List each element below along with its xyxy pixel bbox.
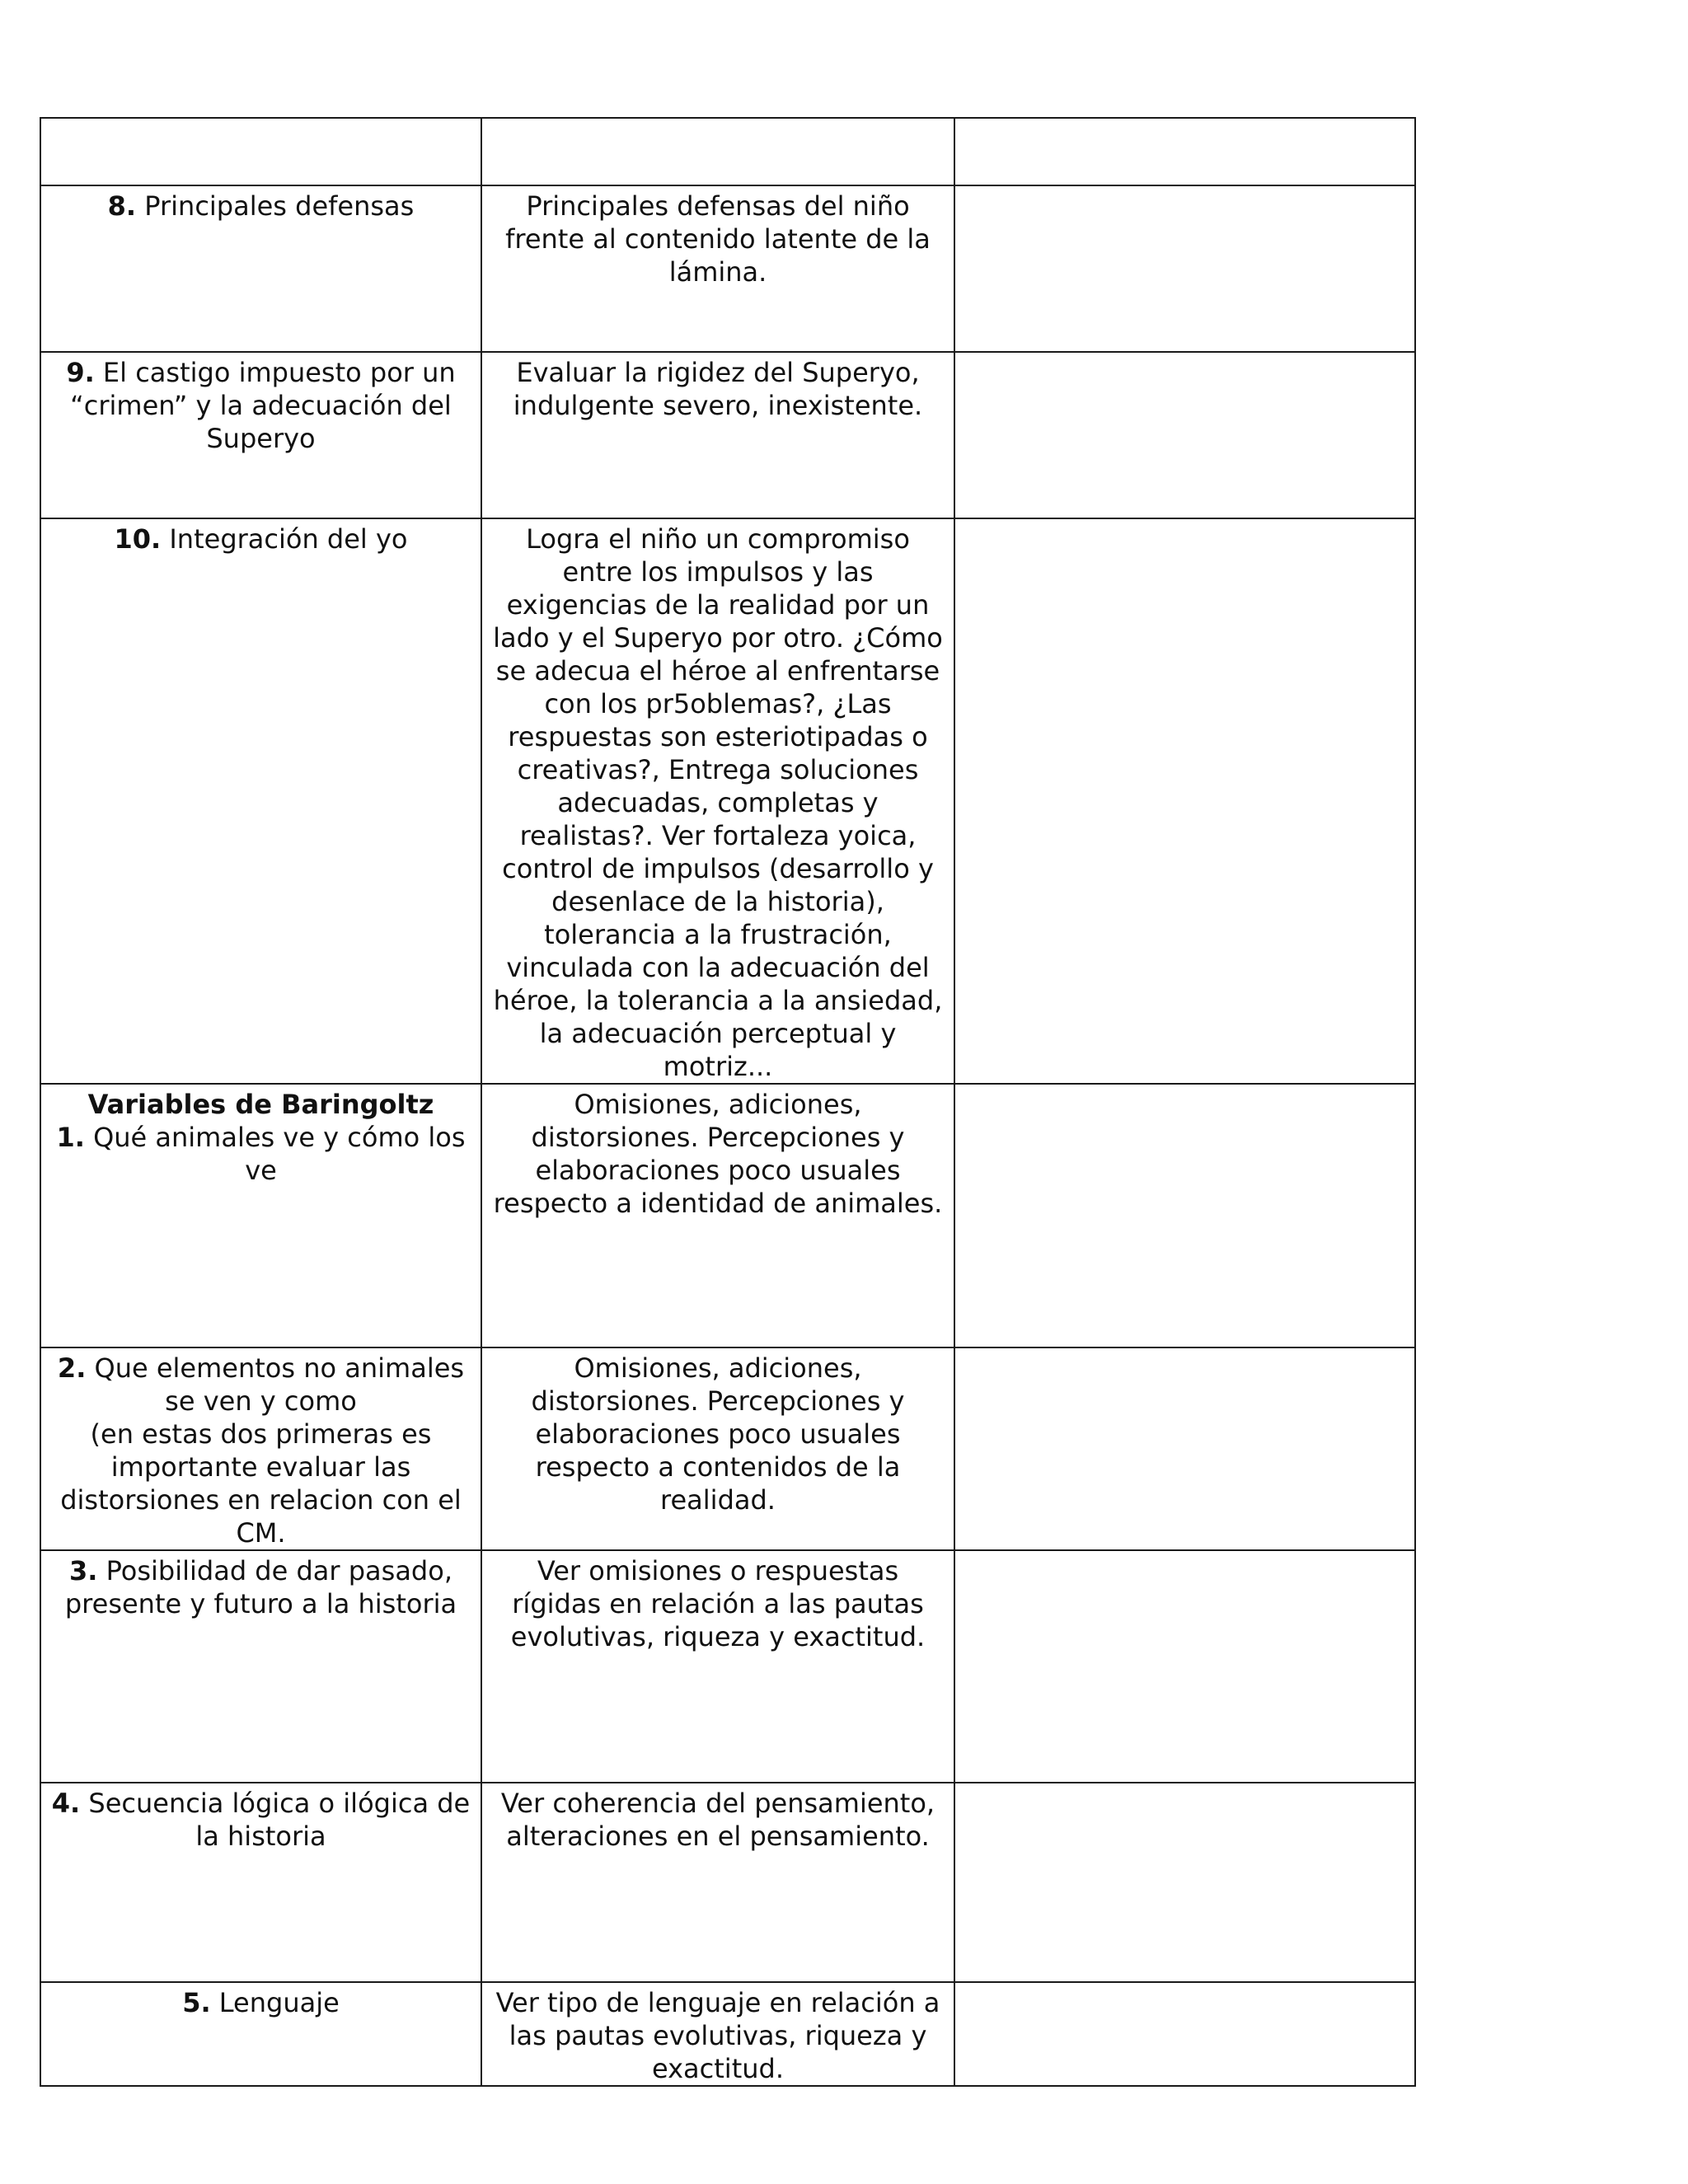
cell-variable (40, 1347, 481, 1550)
cell-variable (40, 1783, 481, 1982)
evaluation-table (40, 117, 1416, 2087)
cell-description: Ver tipo de lenguaje en relación a las pautas evolutivas, riqueza y exactitud. (481, 1982, 954, 2086)
cell-notes (954, 518, 1415, 1084)
item-title-note: (en estas dos primeras es importante evaluar las distorsiones en relacion con el CM. (60, 1418, 462, 1549)
cell-notes (954, 1084, 1415, 1347)
cell-variable (40, 1550, 481, 1783)
table-row (40, 518, 1415, 1084)
cell-description: Omisiones, adiciones, distorsiones. Percepciones y elaboraciones poco usuales respecto a identidad de animales. (481, 1084, 954, 1347)
item-number: 3. (69, 1555, 98, 1586)
item-title: Posibilidad de dar pasado, presente y futuro a la historia (64, 1555, 457, 1619)
item-number: 1. (56, 1122, 85, 1153)
item-title: Lenguaje (218, 1987, 340, 2018)
cell-description: Logra el niño un compromiso entre los impulsos y las exigencias de la realidad por un lado y el Superyo por otro. ¿Cómo se adecua el héroe al enfrentarse con los pr5oblemas?, ¿Las respuestas son esteriotipadas o creativas?, Entrega soluciones adecuadas, completas y realistas?. Ver fortaleza yoica, control de impulsos (desarrollo y desenlace de la historia), tolerancia a la frustración, vinculada con la adecuación del héroe, la tolerancia a la ansiedad, la adecuación perceptual y motriz... (481, 518, 954, 1084)
cell-variable (40, 518, 481, 1084)
cell-description: Principales defensas del niño frente al contenido latente de la lámina. (481, 185, 954, 352)
cell-description: Evaluar la rigidez del Superyo, indulgente severo, inexistente. (481, 352, 954, 518)
cell-notes (954, 118, 1415, 185)
item-number: 8. (107, 190, 137, 222)
cell-variable (40, 1084, 481, 1347)
item-number: 4. (51, 1788, 81, 1819)
table-row (40, 185, 1415, 352)
table-row (40, 352, 1415, 518)
cell-notes (954, 1347, 1415, 1550)
cell-variable (40, 185, 481, 352)
table-row (40, 1084, 1415, 1347)
cell-notes (954, 1783, 1415, 1982)
cell-description: Omisiones, adiciones, distorsiones. Percepciones y elaboraciones poco usuales respecto a contenidos de la realidad. (481, 1347, 954, 1550)
cell-notes (954, 1982, 1415, 2086)
table-row-empty-header (40, 118, 1415, 185)
item-title: Qué animales ve y cómo los ve (93, 1122, 466, 1186)
item-title: El castigo impuesto por un “crimen” y la adecuación del Superyo (70, 357, 456, 454)
table-row (40, 1347, 1415, 1550)
cell-notes (954, 352, 1415, 518)
item-title: Principales defensas (144, 190, 415, 222)
item-number: 9. (66, 357, 95, 388)
cell-description (481, 118, 954, 185)
cell-notes (954, 1550, 1415, 1783)
cell-description: Ver coherencia del pensamiento, alteraciones en el pensamiento. (481, 1783, 954, 1982)
cell-notes (954, 185, 1415, 352)
item-number: 2. (57, 1352, 87, 1384)
cell-variable (40, 1982, 481, 2086)
table-row (40, 1982, 1415, 2086)
item-title: Secuencia lógica o ilógica de la historia (88, 1788, 471, 1852)
cell-description: Ver omisiones o respuestas rígidas en relación a las pautas evolutivas, riqueza y exactitud. (481, 1550, 954, 1783)
table-row (40, 1550, 1415, 1783)
table-row (40, 1783, 1415, 1982)
item-number: 10. (114, 523, 162, 555)
item-title: Que elementos no animales se ven y como (94, 1352, 465, 1417)
cell-variable (40, 352, 481, 518)
section-heading: Variables de Baringoltz (87, 1089, 434, 1120)
cell-variable (40, 118, 481, 185)
item-number: 5. (182, 1987, 211, 2018)
item-title: Integración del yo (169, 523, 408, 555)
